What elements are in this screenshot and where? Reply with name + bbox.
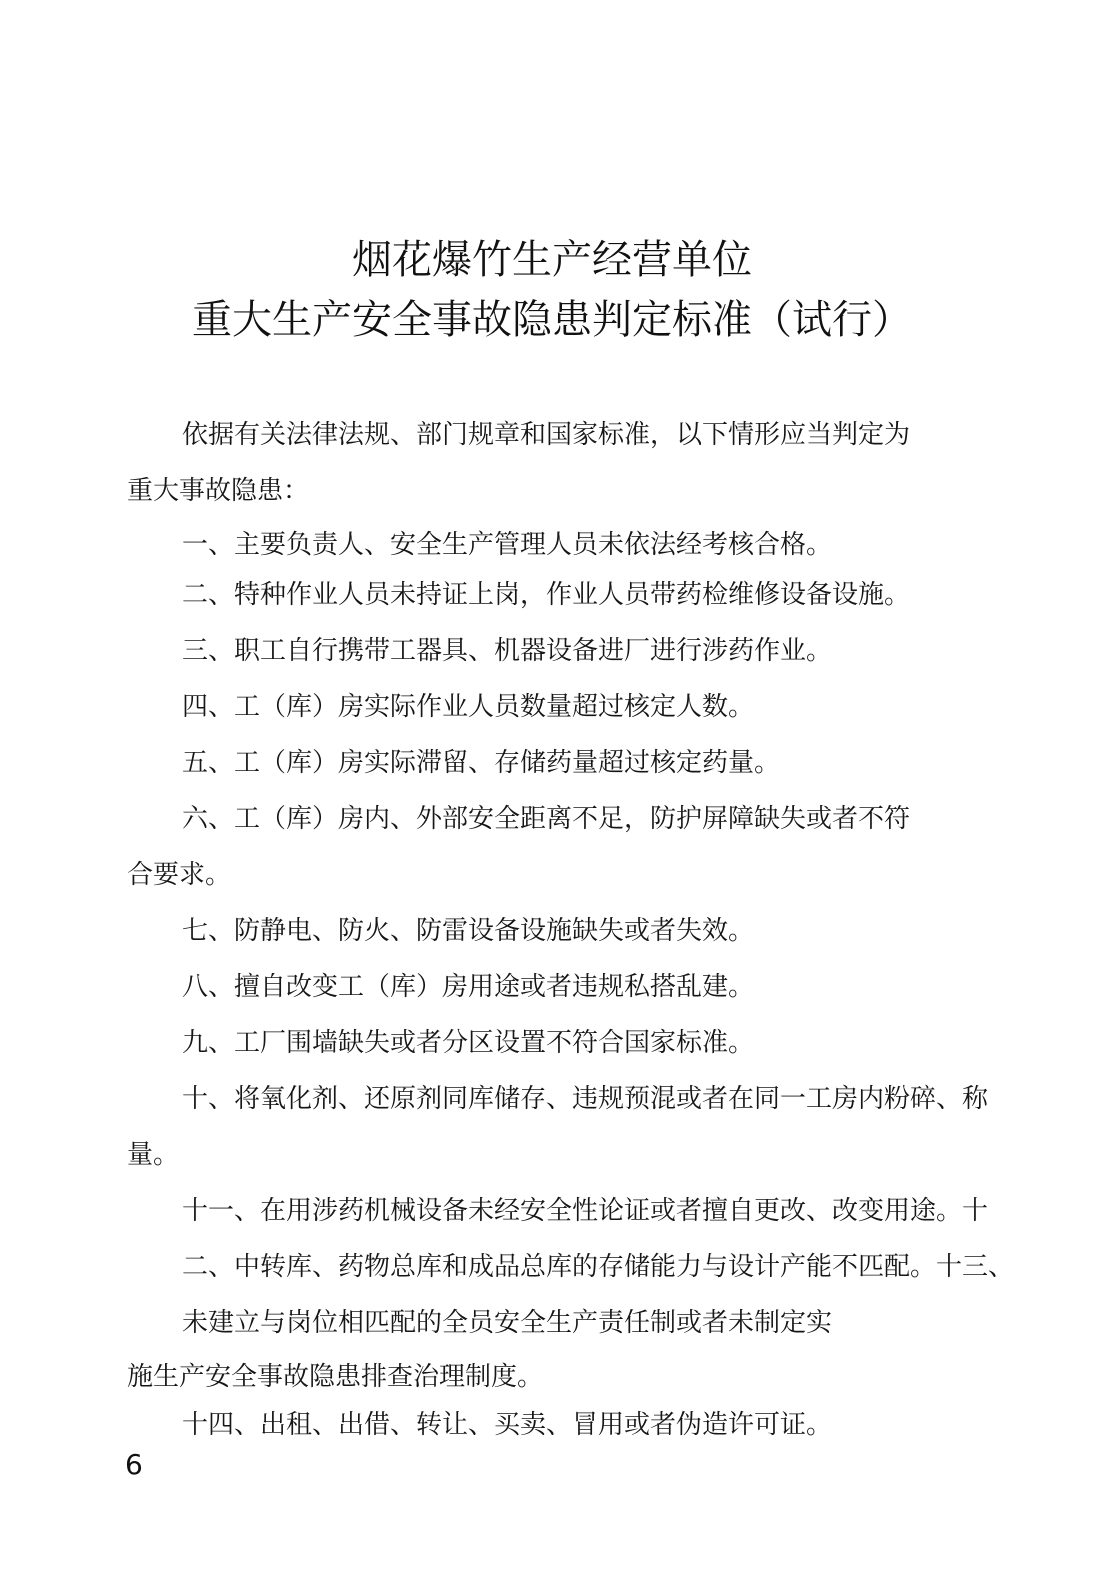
intro-paragraph-line-1: 依据有关法律法规、部门规章和国家标准，以下情形应当判定为 <box>182 420 911 450</box>
item-line: 十四、出租、出借、转让、买卖、冒用或者伪造许可证。 <box>182 1410 833 1440</box>
item-line: 十、将氧化剂、还原剂同库储存、违规预混或者在同一工房内粉碎、称 <box>182 1084 989 1114</box>
item-line: 合要求。 <box>127 860 232 890</box>
item-line: 未建立与岗位相匹配的全员安全生产责任制或者未制定实 <box>182 1308 833 1338</box>
item-line: 七、防静电、防火、防雷设备设施缺失或者失效。 <box>182 916 755 946</box>
item-line: 十一、在用涉药机械设备未经安全性论证或者擅自更改、改变用途。十 <box>182 1196 989 1226</box>
document-title-line-2: 重大生产安全事故隐患判定标准（试行） <box>192 297 912 343</box>
document-title-line-1: 烟花爆竹生产经营单位 <box>352 237 752 283</box>
item-line: 六、工（库）房内、外部安全距离不足，防护屏障缺失或者不符 <box>182 804 911 834</box>
item-line: 一、主要负责人、安全生产管理人员未依法经考核合格。 <box>182 530 833 560</box>
item-line: 量。 <box>127 1140 180 1170</box>
item-line: 四、工（库）房实际作业人员数量超过核定人数。 <box>182 692 755 722</box>
item-line: 施生产安全事故隐患排查治理制度。 <box>127 1362 544 1392</box>
item-line: 二、特种作业人员未持证上岗，作业人员带药检维修设备设施。 <box>182 580 911 610</box>
item-line: 五、工（库）房实际滞留、存储药量超过核定药量。 <box>182 748 781 778</box>
item-line: 三、职工自行携带工器具、机器设备进厂进行涉药作业。 <box>182 636 833 666</box>
item-line: 九、工厂围墙缺失或者分区设置不符合国家标准。 <box>182 1028 755 1058</box>
intro-paragraph-line-2: 重大事故隐患： <box>127 476 310 506</box>
item-line: 八、擅自改变工（库）房用途或者违规私搭乱建。 <box>182 972 755 1002</box>
item-line: 二、中转库、药物总库和成品总库的存储能力与设计产能不匹配。十三、 <box>182 1252 1015 1282</box>
page-number: 6 <box>125 1448 143 1481</box>
